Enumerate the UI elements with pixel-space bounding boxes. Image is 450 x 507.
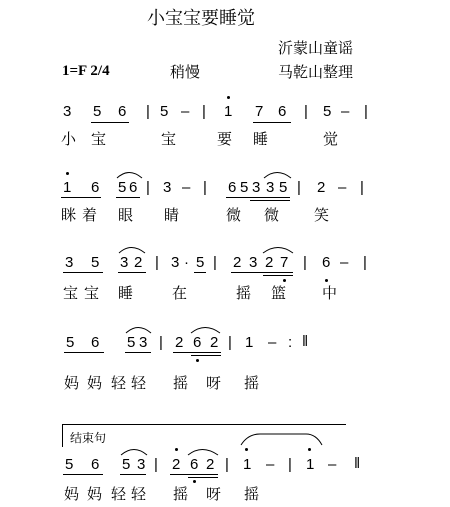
lyric: 睡 xyxy=(118,284,134,302)
lyric: 摇 xyxy=(244,374,260,392)
note: 6 xyxy=(228,179,237,196)
final-barline: ‖ xyxy=(354,455,361,472)
repeat-dots: : xyxy=(288,334,293,351)
lyric: 中 xyxy=(322,284,338,302)
note: 2 xyxy=(210,334,219,351)
dash: – xyxy=(181,103,190,120)
note: 5 xyxy=(240,179,249,196)
lyric: 摇 xyxy=(244,485,260,503)
note: 3 xyxy=(139,334,148,351)
dash: – xyxy=(341,103,350,120)
tempo-marking: 稍慢 xyxy=(170,63,201,81)
barline: | xyxy=(364,103,368,120)
barline: | xyxy=(154,456,158,473)
note: 7 xyxy=(255,103,264,120)
tie xyxy=(241,434,322,445)
lyric: 宝 xyxy=(161,130,177,148)
song-title: 小宝宝要睡觉 xyxy=(147,8,255,29)
note: 7 xyxy=(280,254,289,271)
lyric: 摇 xyxy=(173,485,189,503)
barline: | xyxy=(202,103,206,120)
note: 2 xyxy=(317,179,326,196)
note: 5 xyxy=(65,456,74,473)
lyric: 要 xyxy=(217,130,233,148)
lyric: 宝 xyxy=(63,284,79,302)
dash: – xyxy=(340,254,349,271)
lyric: 轻 xyxy=(131,485,147,503)
slur xyxy=(117,173,142,179)
dash: – xyxy=(266,456,275,473)
note: 3 xyxy=(252,179,261,196)
note: 5 xyxy=(323,103,332,120)
lyric: 摇 xyxy=(173,374,189,392)
credit-arranger: 马乾山整理 xyxy=(278,63,354,81)
note: 6 xyxy=(129,179,138,196)
lyric: 摇 xyxy=(236,284,252,302)
slur xyxy=(263,248,293,254)
lyric: 宝 xyxy=(91,130,107,148)
note: 6 xyxy=(91,179,100,196)
lyric: 小 xyxy=(61,130,77,148)
barline: | xyxy=(146,179,150,196)
barline: | xyxy=(146,103,150,120)
ending-label: 结束句 xyxy=(70,431,107,445)
note: 5 xyxy=(122,456,131,473)
note: 5 xyxy=(93,103,102,120)
note: 5 xyxy=(160,103,169,120)
slur xyxy=(121,450,147,456)
lyric: 睡 xyxy=(253,130,269,148)
slur xyxy=(126,328,151,334)
note: 3 xyxy=(266,179,275,196)
slur xyxy=(119,248,145,254)
key-signature: 1=F 2/4 xyxy=(62,63,110,79)
barline: | xyxy=(213,254,217,271)
barline: | xyxy=(360,179,364,196)
note: 5 xyxy=(91,254,100,271)
barline: | xyxy=(288,456,292,473)
lyric: 轻 xyxy=(111,374,127,392)
dash: – xyxy=(338,179,347,196)
note: 3 xyxy=(65,254,74,271)
note: 2 xyxy=(265,254,274,271)
lyric: 笑 xyxy=(314,206,330,224)
lyric: 妈 xyxy=(64,374,80,392)
note: 6 xyxy=(193,334,202,351)
credit-origin: 沂蒙山童谣 xyxy=(278,39,354,57)
lyric: 轻 xyxy=(111,485,127,503)
note: 1 xyxy=(306,456,315,473)
lyric: 妈 xyxy=(64,485,80,503)
lyric: 轻 xyxy=(131,374,147,392)
barline: | xyxy=(297,179,301,196)
slur xyxy=(191,328,220,334)
barline: | xyxy=(363,254,367,271)
barline: | xyxy=(203,179,207,196)
lyric: 微 xyxy=(226,206,242,224)
dash: – xyxy=(182,179,191,196)
note: 3 xyxy=(137,456,146,473)
note: 5 xyxy=(66,334,75,351)
note: 1 xyxy=(245,334,254,351)
note: 1 xyxy=(243,456,252,473)
barline: | xyxy=(228,334,232,351)
note: 1 xyxy=(63,179,72,196)
note: 3 xyxy=(120,254,129,271)
lyric: 在 xyxy=(172,284,188,302)
note: 6 xyxy=(118,103,127,120)
lyric: 眼 xyxy=(118,206,134,224)
lyric: 眯 xyxy=(61,206,77,224)
note: 5 xyxy=(279,179,288,196)
note: 6 xyxy=(190,456,199,473)
note: 5 xyxy=(127,334,136,351)
lyric: 篮 xyxy=(271,284,287,302)
lyric: 觉 xyxy=(323,130,339,148)
lyric: 宝 xyxy=(84,284,100,302)
note: 6 xyxy=(278,103,287,120)
lyric: 着 xyxy=(82,206,98,224)
note: 2 xyxy=(175,334,184,351)
barline: | xyxy=(303,254,307,271)
note: 2 xyxy=(172,456,181,473)
final-barline: ‖ xyxy=(302,333,309,350)
lyric: 微 xyxy=(264,206,280,224)
dot-mark: · xyxy=(184,254,189,271)
note: 6 xyxy=(322,254,331,271)
lyric: 妈 xyxy=(87,374,103,392)
note: 2 xyxy=(206,456,215,473)
note: 6 xyxy=(91,334,100,351)
note: 3 xyxy=(249,254,258,271)
slur xyxy=(264,173,291,179)
lyric: 呀 xyxy=(206,374,222,392)
note: 3 xyxy=(171,254,180,271)
note: 2 xyxy=(233,254,242,271)
note: 3 xyxy=(163,179,172,196)
lyric: 睛 xyxy=(164,206,180,224)
note: 2 xyxy=(134,254,143,271)
note: 5 xyxy=(196,254,205,271)
slur xyxy=(188,450,218,456)
dash: – xyxy=(328,456,337,473)
barline: | xyxy=(159,334,163,351)
note: 5 xyxy=(118,179,127,196)
lyric: 妈 xyxy=(87,485,103,503)
barline: | xyxy=(225,456,229,473)
barline: | xyxy=(155,254,159,271)
barline: | xyxy=(304,103,308,120)
note: 1 xyxy=(224,103,233,120)
note: 3 xyxy=(63,103,72,120)
dash: – xyxy=(268,334,277,351)
lyric: 呀 xyxy=(206,485,222,503)
note: 6 xyxy=(91,456,100,473)
